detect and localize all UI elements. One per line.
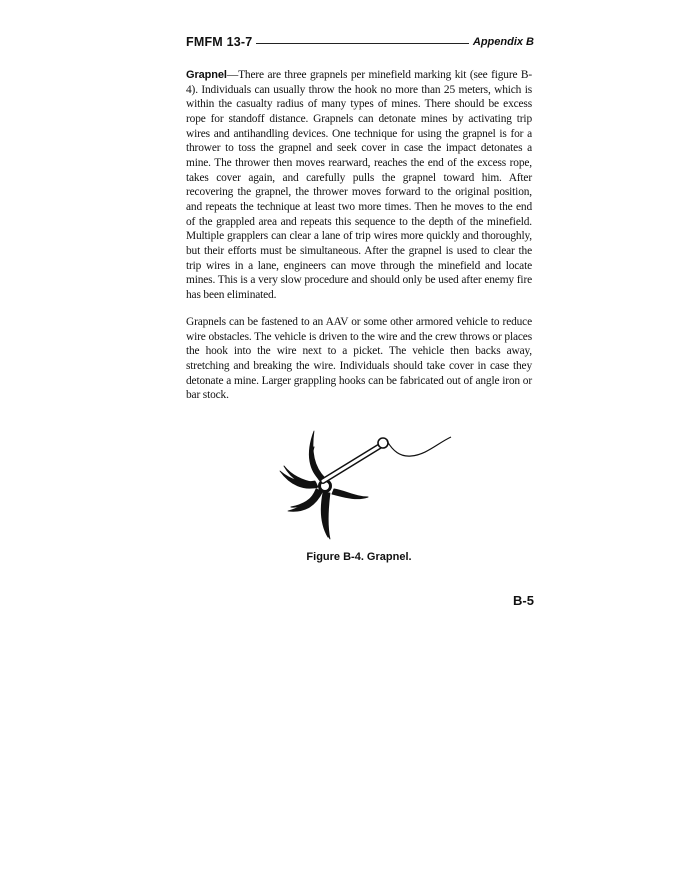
vehicle-paragraph: Grapnels can be fastened to an AAV or some other armored vehicle to reduce wire obstacles. The vehicle is driven to the wire and the crew throws or places the hook into the wire next to a picket. The vehicle then backs away, stretching and breaking the wire. Individuals should take cover in case they detonate a mine. Larger grappling hooks can be fabricated out of angle iron or bar stock. [186, 316, 532, 402]
grapnel-paragraph-text: —There are three grapnels per minefield marking kit (see figure B-4). Individuals can usually throw the hook no more than 25 meters, which is within the casualty radius of many types of mines. There should be excess rope for standoff distance. Grapnels can detonate mines by activating trip wires and antihandling devices. One technique for using the grapnel is for a thrower to toss the grapnel and seek cover in case the impact detonates a mine. The thrower then moves rearward, reaches the end of the excess rope, takes cover again, and carefully pulls the grapnel toward him. After recovering the grapnel, the thrower moves forward to the original position, and repeats the technique at least two more times. Then he moves to the end of the grappled area and repeats this sequence to the depth of the minefield. Multiple grapplers can clear a lane of trip wires more quickly and thoroughly, but their efforts must be simultaneous. After the grapnel is used to clear the trip wires in a lane, engineers can move through the minefield and locate mines. This is a very slow procedure and should only be used after enemy fire has been eliminated. [186, 69, 532, 301]
document-id: FMFM 13-7 [186, 35, 253, 49]
grapnel-figure [270, 425, 460, 545]
grapnel-paragraph [186, 68, 532, 303]
header-rule [256, 43, 468, 44]
appendix-label: Appendix B [472, 36, 534, 48]
grapnel-hook-icon [270, 425, 460, 545]
running-header [186, 33, 534, 51]
figure-caption: Figure B-4. Grapnel. [306, 551, 412, 563]
page-number: B-5 [513, 593, 534, 608]
grapnel-run-in-heading: Grapnel [186, 69, 227, 81]
